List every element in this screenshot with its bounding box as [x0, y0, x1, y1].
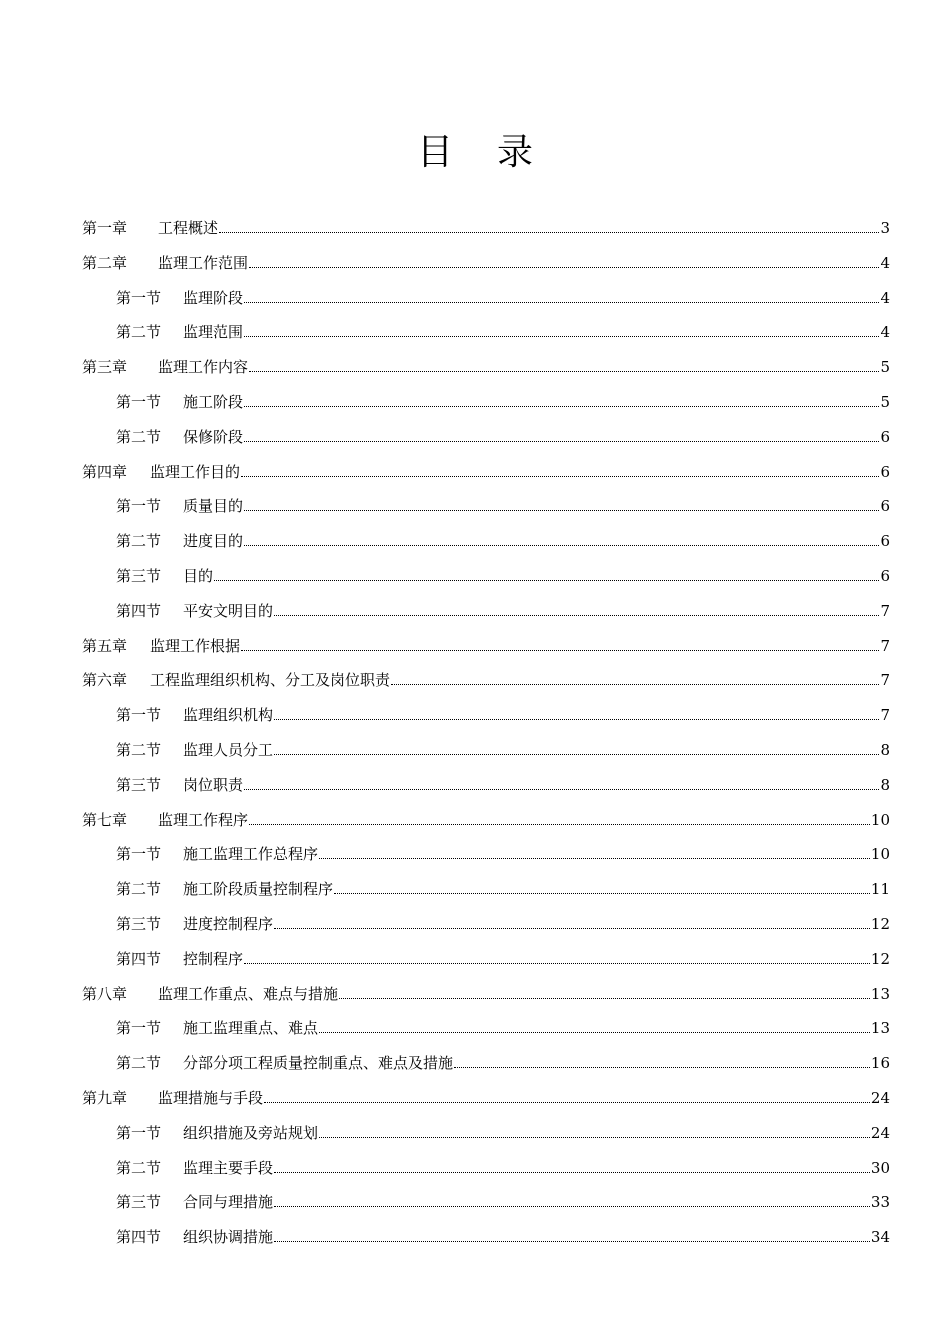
toc-entry-page-number: 4: [880, 323, 890, 342]
toc-chapter-row[interactable]: [82, 252, 890, 274]
toc-entry-number: 第一节: [116, 845, 162, 864]
toc-entry-number: 第四节: [116, 1228, 162, 1247]
toc-entry-label: 监理工作程序: [158, 810, 249, 829]
toc-entry-number: 第三章: [82, 358, 128, 377]
toc-dot-leader: [244, 302, 879, 303]
toc-section-row[interactable]: [116, 287, 890, 309]
toc-dot-leader: [319, 858, 870, 859]
toc-entry-label: 施工监理重点、难点: [183, 1019, 319, 1038]
toc-section-row[interactable]: [116, 913, 890, 935]
toc-dot-leader: [241, 476, 879, 477]
toc-entry-number: 第三节: [116, 1193, 162, 1212]
toc-entry-label: 监理工作重点、难点与措施: [158, 984, 339, 1003]
toc-entry-page-number: 5: [880, 393, 890, 411]
toc-entry-page-number: 4: [880, 288, 890, 307]
toc-dot-leader: [454, 1067, 870, 1068]
toc-dot-leader: [244, 510, 879, 511]
toc-dot-leader: [249, 267, 879, 268]
toc-dot-leader: [391, 684, 879, 685]
toc-entry-label: 监理工作根据: [150, 636, 241, 655]
toc-entry-label: 监理主要手段: [183, 1158, 274, 1177]
toc-entry-number: 第二节: [116, 323, 162, 342]
toc-section-row[interactable]: [116, 948, 890, 970]
toc-dot-leader: [274, 1206, 870, 1207]
toc-dot-leader: [274, 1241, 870, 1242]
toc-entry-label: 质量目的: [183, 497, 244, 516]
toc-entry-page-number: 7: [880, 671, 890, 690]
toc-entry-page-number: 6: [880, 497, 890, 516]
toc-dot-leader: [244, 545, 879, 546]
toc-entry-page-number: 13: [870, 984, 890, 1003]
toc-entry-label: 组织措施及旁站规划: [183, 1123, 319, 1142]
toc-dot-leader: [244, 406, 879, 407]
toc-entry-label: 监理范围: [183, 323, 244, 342]
toc-entry-page-number: 7: [880, 601, 890, 620]
toc-chapter-row[interactable]: [82, 669, 890, 691]
toc-entry-label: 进度目的: [183, 532, 244, 551]
toc-entry-number: 第四章: [82, 462, 128, 481]
toc-entry-page-number: 24: [870, 1123, 890, 1142]
toc-dot-leader: [274, 754, 879, 755]
toc-entry-number: 第三节: [116, 567, 162, 585]
toc-entry-page-number: 34: [870, 1228, 890, 1247]
toc-entry-number: 第四节: [116, 601, 162, 620]
toc-entry-number: 第五章: [82, 636, 128, 655]
toc-entry-page-number: 30: [870, 1158, 890, 1177]
toc-section-row[interactable]: [116, 1157, 890, 1179]
toc-entry-label: 分部分项工程质量控制重点、难点及措施: [183, 1054, 454, 1073]
toc-section-row[interactable]: [116, 1191, 890, 1213]
title-char-2: 录: [497, 132, 534, 173]
toc-entry-page-number: 6: [880, 567, 890, 585]
toc-chapter-row[interactable]: [82, 809, 890, 831]
toc-entry-number: 第一节: [116, 288, 162, 307]
toc-entry-page-number: 6: [880, 532, 890, 551]
toc-entry-page-number: 5: [880, 358, 890, 377]
toc-dot-leader: [274, 928, 870, 929]
toc-section-row[interactable]: [116, 704, 890, 726]
toc-entry-label: 监理工作范围: [158, 253, 249, 272]
toc-entry-label: 工程概述: [158, 219, 219, 237]
toc-section-row[interactable]: [116, 1122, 890, 1144]
toc-entry-number: 第二节: [116, 1158, 162, 1177]
toc-section-row[interactable]: [116, 495, 890, 517]
toc-entry-number: 第二节: [116, 427, 162, 446]
toc-entry-number: 第二节: [116, 880, 162, 899]
toc-section-row[interactable]: [116, 739, 890, 761]
toc-entry-page-number: 6: [880, 462, 890, 481]
toc-dot-leader: [214, 580, 879, 581]
toc-entry-label: 平安文明目的: [183, 601, 274, 620]
toc-section-row[interactable]: [116, 774, 890, 796]
toc-entry-page-number: 12: [870, 949, 890, 968]
toc-entry-page-number: 10: [870, 810, 890, 829]
toc-entry-page-number: 4: [880, 253, 890, 272]
toc-entry-label: 岗位职责: [183, 775, 244, 794]
toc-entry-page-number: 13: [870, 1019, 890, 1038]
toc-entry-number: 第一节: [116, 497, 162, 516]
toc-entry-page-number: 24: [870, 1089, 890, 1107]
toc-entry-page-number: 7: [880, 636, 890, 655]
toc-entry-number: 第三节: [116, 775, 162, 794]
toc-dot-leader: [219, 232, 879, 233]
toc-entry-page-number: 16: [870, 1054, 890, 1073]
toc-entry-label: 监理工作内容: [158, 358, 249, 377]
toc-section-row[interactable]: [116, 426, 890, 448]
toc-entry-page-number: 33: [870, 1193, 890, 1212]
toc-entry-page-number: 12: [870, 915, 890, 933]
toc-entry-label: 目的: [183, 567, 214, 585]
toc-entry-number: 第二节: [116, 1054, 162, 1073]
toc-entry-number: 第七章: [82, 810, 128, 829]
toc-entry-number: 第二节: [116, 741, 162, 759]
toc-section-row[interactable]: [116, 600, 890, 622]
toc-entry-label: 保修阶段: [183, 427, 244, 446]
toc-chapter-row[interactable]: [82, 1087, 890, 1109]
toc-entry-label: 监理人员分工: [183, 741, 274, 759]
toc-entry-number: 第一节: [116, 1019, 162, 1038]
toc-entry-label: 监理组织机构: [183, 706, 274, 725]
toc-dot-leader: [339, 998, 870, 999]
toc-chapter-row[interactable]: [82, 983, 890, 1005]
toc-entry-label: 合同与理措施: [183, 1193, 274, 1212]
toc-dot-leader: [249, 371, 879, 372]
toc-dot-leader: [244, 336, 879, 337]
toc-entry-label: 控制程序: [183, 949, 244, 968]
toc-dot-leader: [274, 719, 879, 720]
toc-entry-page-number: 8: [880, 741, 890, 759]
toc-section-row[interactable]: [116, 1017, 890, 1039]
toc-dot-leader: [274, 1172, 870, 1173]
toc-entry-page-number: 3: [880, 219, 890, 237]
toc-entry-number: 第一节: [116, 706, 162, 725]
toc-entry-label: 施工阶段质量控制程序: [183, 880, 334, 899]
toc-entry-page-number: 11: [870, 880, 890, 899]
toc-entry-label: 进度控制程序: [183, 915, 274, 933]
toc-entry-label: 施工监理工作总程序: [183, 845, 319, 864]
toc-entry-number: 第二节: [116, 532, 162, 551]
toc-entry-number: 第九章: [82, 1089, 128, 1107]
toc-entry-number: 第一节: [116, 393, 162, 411]
toc-entry-number: 第一章: [82, 219, 128, 237]
toc-entry-label: 施工阶段: [183, 393, 244, 411]
title-char-1: 目: [416, 132, 453, 173]
toc-entry-label: 监理阶段: [183, 288, 244, 307]
toc-entry-page-number: 10: [870, 845, 890, 864]
toc-entry-number: 第三节: [116, 915, 162, 933]
toc-dot-leader: [319, 1137, 870, 1138]
toc-dot-leader: [244, 789, 879, 790]
toc-dot-leader: [241, 650, 879, 651]
toc-section-row[interactable]: [116, 878, 890, 900]
toc-section-row[interactable]: [116, 391, 890, 413]
toc-section-row[interactable]: [116, 1226, 890, 1248]
toc-entry-label: 组织协调措施: [183, 1228, 274, 1247]
toc-section-row[interactable]: [116, 1052, 890, 1074]
toc-entry-number: 第八章: [82, 984, 128, 1003]
toc-entry-page-number: 7: [880, 706, 890, 725]
toc-dot-leader: [244, 441, 879, 442]
toc-entry-label: 监理措施与手段: [158, 1089, 264, 1107]
toc-chapter-row[interactable]: [82, 356, 890, 378]
toc-entry-number: 第六章: [82, 671, 128, 690]
toc-entry-label: 工程监理组织机构、分工及岗位职责: [150, 671, 391, 690]
page-title: [0, 128, 950, 178]
toc-dot-leader: [274, 615, 879, 616]
toc-dot-leader: [249, 824, 870, 825]
toc-dot-leader: [319, 1032, 870, 1033]
toc-chapter-row[interactable]: [82, 217, 890, 239]
toc-dot-leader: [264, 1102, 870, 1103]
toc-chapter-row[interactable]: [82, 461, 890, 483]
toc-entry-number: 第四节: [116, 949, 162, 968]
toc-entry-number: 第一节: [116, 1123, 162, 1142]
toc-entry-page-number: 6: [880, 427, 890, 446]
toc-section-row[interactable]: [116, 565, 890, 587]
toc-entry-page-number: 8: [880, 775, 890, 794]
toc-section-row[interactable]: [116, 321, 890, 343]
toc-entry-number: 第二章: [82, 253, 128, 272]
toc-chapter-row[interactable]: [82, 635, 890, 657]
toc-entry-label: 监理工作目的: [150, 462, 241, 481]
toc-section-row[interactable]: [116, 843, 890, 865]
toc-dot-leader: [334, 893, 870, 894]
toc-dot-leader: [244, 963, 870, 964]
toc-section-row[interactable]: [116, 530, 890, 552]
